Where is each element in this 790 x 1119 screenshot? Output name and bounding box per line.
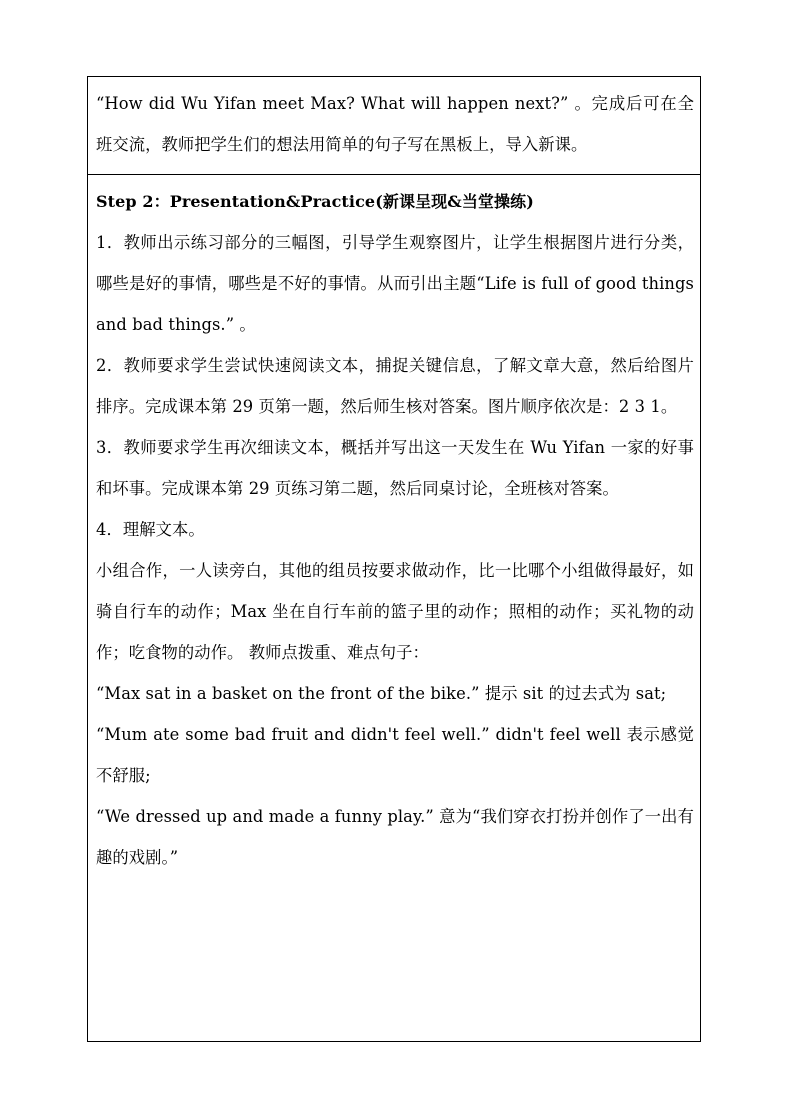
key-sentence-1: “Max sat in a basket on the front of the bike.” 提示 sit 的过去式为 sat; — [96, 684, 667, 703]
key-sentence-3: “We dressed up and made a funny play.” 意为“我们穿衣打扮并创作了一出有趣的戏剧。” — [96, 807, 694, 867]
paragraph-item-1: 1．教师出示练习部分的三幅图，引导学生观察图片，让学生根据图片进行分类，哪些是好的事情，哪些是不好的事情。从而引出主题“Life is full of good things and bad things.” 。 — [96, 233, 694, 334]
key-sentence-2: “Mum ate some bad fruit and didn't feel well.” didn't feel well 表示感觉不舒服; — [96, 725, 694, 785]
table-cell-step2 — [96, 181, 694, 878]
row-divider — [88, 174, 700, 175]
paragraph-item-3: 3．教师要求学生再次细读文本，概括并写出这一天发生在 Wu Yifan 一家的好事和坏事。完成课本第 29 页练习第二题，然后同桌讨论，全班核对答案。 — [96, 438, 694, 498]
intro-paragraph: “How did Wu Yifan meet Max? What will happen next?” 。完成后可在全班交流，教师把学生们的想法用简单的句子写在黑板上，导入新课。 — [96, 94, 694, 154]
paragraph-item-4: 4．理解文本。 — [96, 520, 205, 539]
step2-heading: Step 2：Presentation&Practice(新课呈现&当堂操练) — [96, 192, 534, 211]
paragraph-item-2: 2．教师要求学生尝试快速阅读文本，捕捉关键信息，了解文章大意，然后给图片排序。完成课本第 29 页第一题，然后师生核对答案。图片顺序依次是：2 3 1。 — [96, 356, 694, 416]
lesson-plan-table — [87, 76, 701, 1042]
table-cell-intro — [96, 83, 694, 165]
group-work-paragraph: 小组合作，一人读旁白，其他的组员按要求做动作，比一比哪个小组做得最好，如骑自行车的动作；Max 坐在自行车前的篮子里的动作；照相的动作；买礼物的动作；吃食物的动作。 教师点拨重、难点句子： — [96, 561, 694, 662]
